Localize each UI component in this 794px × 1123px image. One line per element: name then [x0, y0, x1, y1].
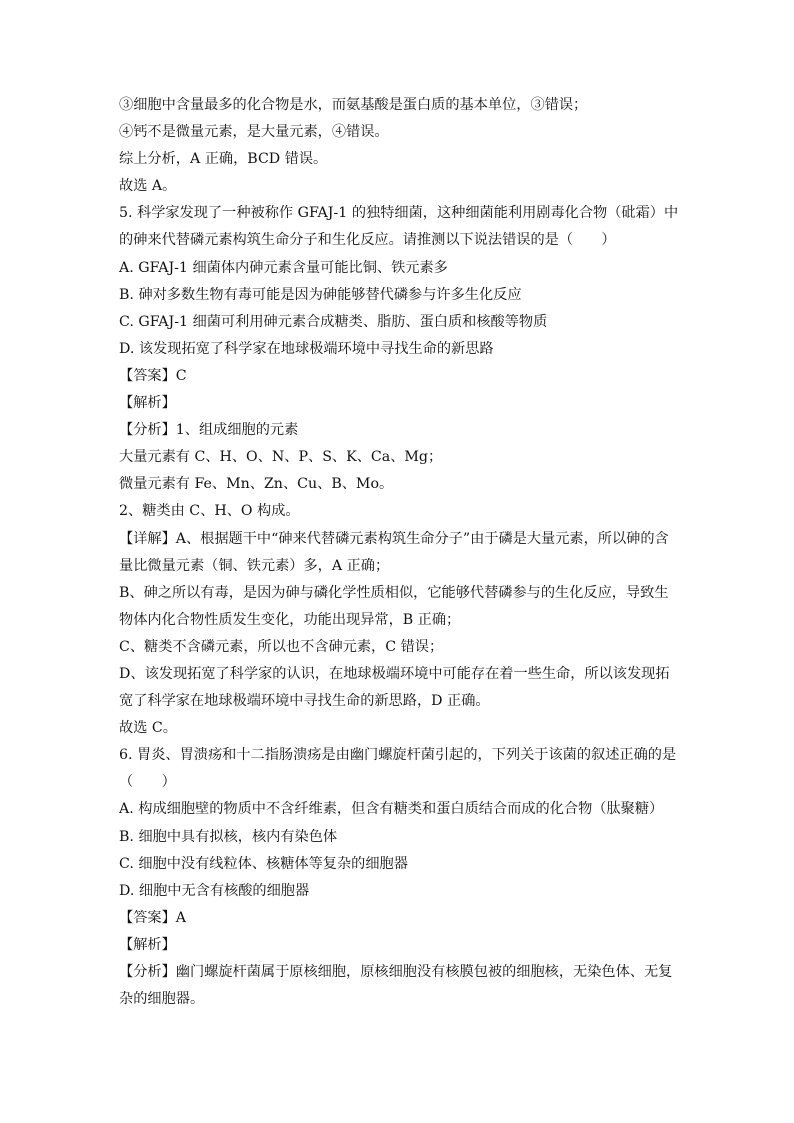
question-6-stem: （ ）: [119, 774, 176, 791]
answer-label: 【答案】A: [119, 909, 186, 926]
text-line: 【详解】A、根据题干中“砷来代替磷元素构筑生命分子”由于磷是大量元素，所以砷的含: [119, 530, 669, 547]
question-6-stem: 6. 胃炎、胃溃疡和十二指肠溃疡是由幽门螺旋杆菌引起的，下列关于该菌的叙述正确的是: [119, 747, 677, 764]
text-line: ④钙不是微量元素，是大量元素，④错误。: [119, 124, 389, 141]
text-line: 量比微量元素（铜、铁元素）多，A 正确；: [119, 557, 390, 574]
text-line: 【分析】1、组成细胞的元素: [119, 422, 299, 439]
text-line: 杂的细胞器。: [119, 991, 205, 1008]
question-5-stem: 5. 科学家发现了一种被称作 GFAJ-1 的独特细菌，这种细菌能利用剧毒化合物（砒霜）中: [119, 205, 679, 222]
text-line: 2、糖类由 C、H、O 构成。: [119, 503, 300, 520]
option-d: D. 该发现拓宽了科学家在地球极端环境中寻找生命的新思路: [119, 340, 494, 357]
option-c: C. GFAJ-1 细菌可利用砷元素合成糖类、脂肪、蛋白质和核酸等物质: [119, 313, 548, 330]
text-line: 微量元素有 Fe、Mn、Zn、Cu、B、Mo。: [119, 476, 394, 493]
document-body: [119, 92, 679, 1013]
option-b: B. 细胞中具有拟核，核内有染色体: [119, 828, 338, 845]
option-d: D. 细胞中无含有核酸的细胞器: [119, 882, 310, 899]
text-line: C、糖类不含磷元素，所以也不含砷元素，C 错误；: [119, 638, 444, 655]
option-a: A. GFAJ-1 细菌体内砷元素含量可能比铜、铁元素多: [119, 259, 448, 276]
text-line: D、该发现拓宽了科学家的认识，在地球极端环境中可能存在着一些生命，所以该发现拓: [119, 665, 670, 682]
text-line: 大量元素有 C、H、O、N、P、S、K、Ca、Mg；: [119, 449, 443, 466]
text-line: 宽了科学家在地球极端环境中寻找生命的新思路，D 正确。: [119, 693, 490, 710]
text-line: B、砷之所以有毒，是因为砷与磷化学性质相似，它能够代替磷参与的生化反应，导致生: [119, 584, 669, 601]
answer-label: 【答案】C: [119, 367, 187, 384]
option-a: A. 构成细胞壁的物质中不含纤维素，但含有糖类和蛋白质结合而成的化合物（肽聚糖）: [119, 801, 664, 818]
text-line: ③细胞中含量最多的化合物是水，而氨基酸是蛋白质的基本单位，③错误；: [119, 97, 588, 113]
option-c: C. 细胞中没有线粒体、核糖体等复杂的细胞器: [119, 855, 408, 872]
text-line: 物体内化合物性质发生变化，功能出现异常，B 正确；: [119, 611, 461, 628]
text-line: 故选 A。: [119, 178, 177, 195]
text-line: 【分析】幽门螺旋杆菌属于原核细胞，原核细胞没有核膜包被的细胞核，无染色体、无复: [119, 964, 673, 980]
option-b: B. 砷对多数生物有毒可能是因为砷能够替代磷参与许多生化反应: [119, 286, 522, 303]
question-5-stem: 的砷来代替磷元素构筑生命分子和生化反应。请推测以下说法错误的是（ ）: [119, 232, 616, 249]
text-line: 故选 C。: [119, 720, 177, 737]
analysis-label: 【解析】: [119, 395, 176, 412]
analysis-label: 【解析】: [119, 936, 176, 953]
text-line: 综上分析，A 正确，BCD 错误。: [119, 151, 328, 168]
